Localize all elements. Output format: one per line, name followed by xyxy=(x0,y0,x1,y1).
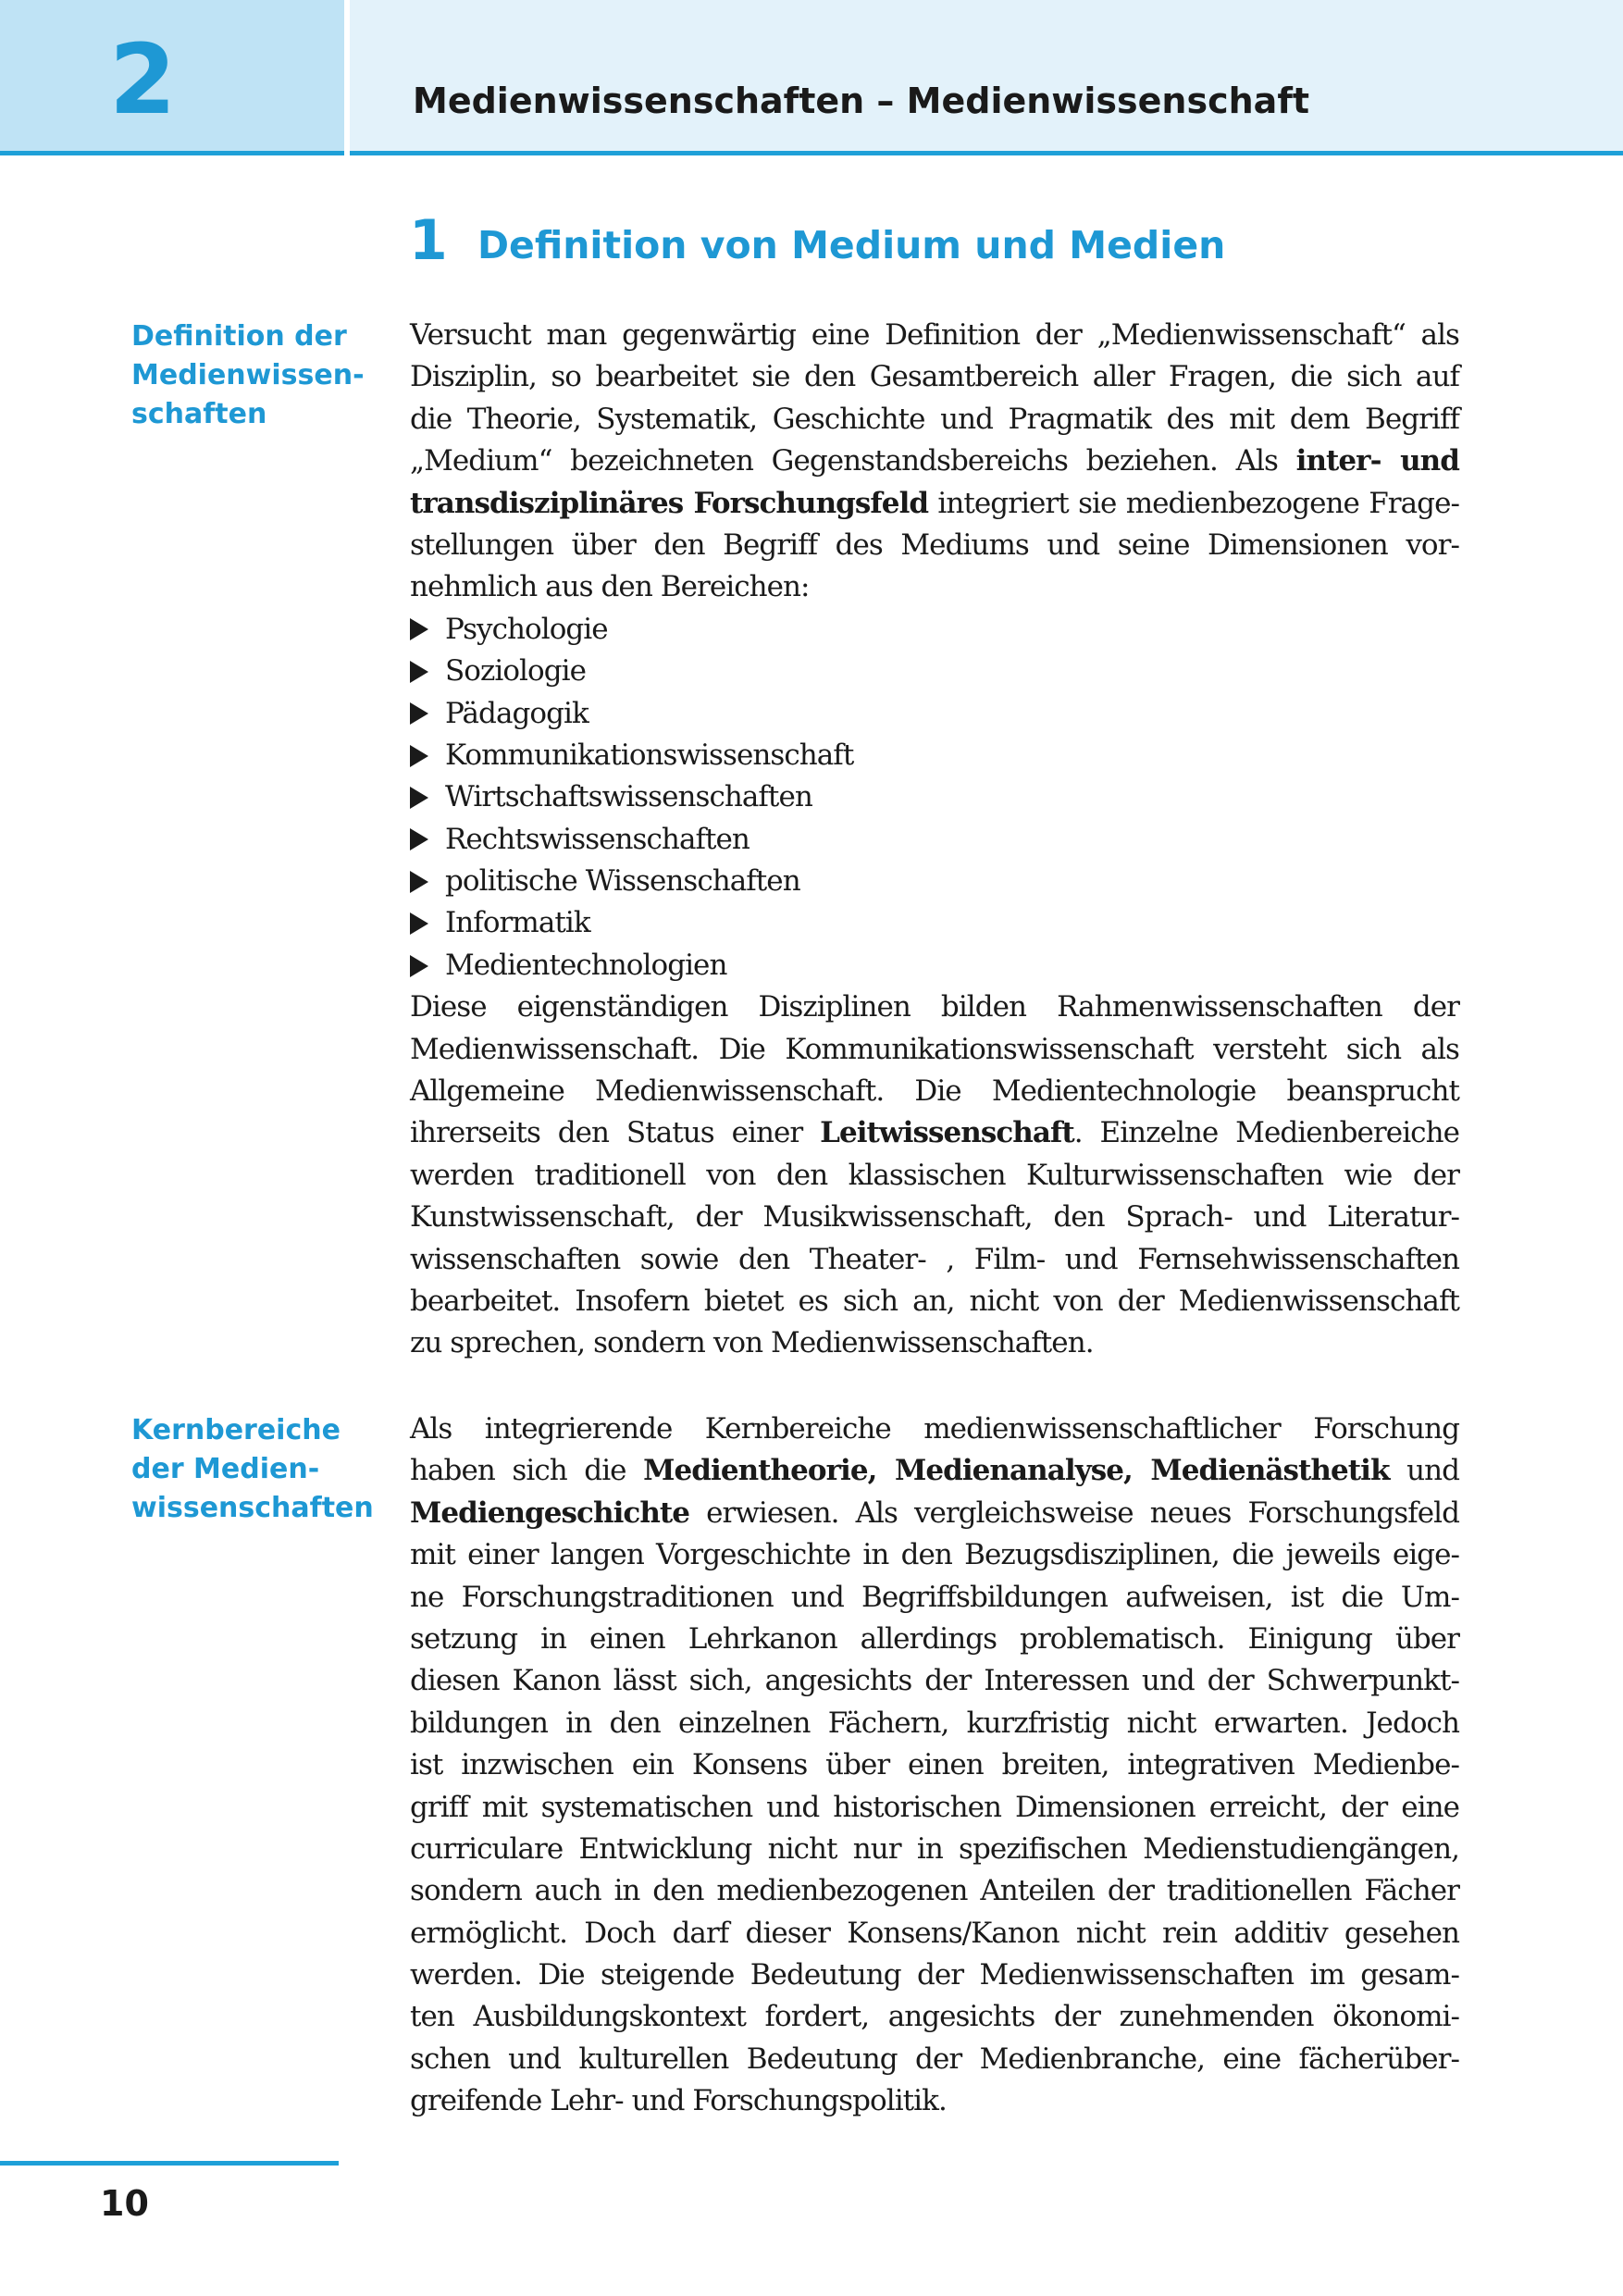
bold-term: transdisziplinäres Forschungsfeld xyxy=(410,486,929,520)
margin-note-line: Medienwissen- xyxy=(131,359,365,391)
text-line: stellungen über den Begriff des Mediums und seine Dimensionen vor- xyxy=(410,527,1459,562)
section-number: 1 xyxy=(409,208,448,273)
bold-term: Mediengeschichte xyxy=(410,1496,690,1530)
text-line: wissenschaften sowie den Theater- , Film- und Fernsehwissenschaften xyxy=(410,1242,1459,1276)
text-line: greifende Lehr- und Forschungspolitik. xyxy=(410,2084,947,2118)
triangle-bullet-icon xyxy=(410,912,428,935)
triangle-bullet-icon xyxy=(410,787,428,809)
triangle-bullet-icon xyxy=(410,955,428,977)
text-line: haben sich die Medientheorie, Medienanalyse, Medienästhetik und xyxy=(410,1454,1459,1488)
list-item: politische Wissenschaften xyxy=(410,861,1459,902)
text-line: bearbeitet. Insofern bietet es sich an, nicht von der Medienwissenschaft xyxy=(410,1284,1459,1318)
margin-note-line: wissenschaften xyxy=(131,1492,374,1524)
text-line: Versucht man gegenwärtig eine Definition der „Medienwissenschaft“ als xyxy=(410,318,1459,352)
section-title: Definition von Medium und Medien xyxy=(477,223,1226,267)
margin-note-line: Definition der xyxy=(131,320,347,353)
text-line: Diese eigenständigen Disziplinen bilden Rahmenwissenschaften der xyxy=(410,990,1459,1024)
text-line: werden traditionell von den klassischen Kulturwissenschaften wie der xyxy=(410,1158,1459,1192)
bold-term: inter- und xyxy=(1295,444,1459,478)
text-line: ermöglicht. Doch darf dieser Konsens/Kanon nicht rein additiv gesehen xyxy=(410,1916,1459,1950)
text-line: „Medium“ bezeichneten Gegenstandsbereichs beziehen. Als inter- und xyxy=(410,444,1459,478)
paragraph-rahmenwissenschaften xyxy=(410,987,1459,1365)
text-line: die Theorie, Systematik, Geschichte und Pragmatik des mit dem Begriff xyxy=(410,402,1459,436)
text-line: ihrerseits den Status einer Leitwissenschaft. Einzelne Medienbereiche xyxy=(410,1116,1459,1150)
text-line: griff mit systematischen und historischen Dimensionen erreicht, der eine xyxy=(410,1790,1459,1824)
text-line: curriculare Entwicklung nicht nur in spezifischen Medienstudiengängen, xyxy=(410,1831,1459,1866)
text-line: Disziplin, so bearbeitet sie den Gesamtbereich aller Fragen, die sich auf xyxy=(410,360,1459,394)
bold-term: Leitwissenschaft xyxy=(820,1116,1074,1150)
triangle-bullet-icon xyxy=(410,745,428,767)
bold-term: Medientheorie, Medienanalyse, Medienästhetik xyxy=(643,1454,1390,1488)
text-line: Allgemeine Medienwissenschaft. Die Medientechnologie beansprucht xyxy=(410,1074,1459,1109)
text-line: ten Ausbildungskontext fordert, angesichts der zunehmenden ökonomi- xyxy=(410,2000,1459,2034)
text-line: Kunstwissenschaft, der Musikwissenschaft, den Sprach- und Literatur- xyxy=(410,1200,1459,1235)
running-title: Medienwissenschaften – Medienwissenschaft xyxy=(413,81,1310,121)
text-line: Mediengeschichte erwiesen. Als vergleichsweise neues Forschungsfeld xyxy=(410,1496,1459,1530)
triangle-bullet-icon xyxy=(410,828,428,850)
margin-note-line: der Medien- xyxy=(131,1453,320,1485)
discipline-list xyxy=(410,609,1459,987)
list-item: Psychologie xyxy=(410,609,1459,651)
text-line: bildungen in den einzelnen Fächern, kurzfristig nicht erwarten. Jedoch xyxy=(410,1706,1459,1740)
paragraph-kernbereiche xyxy=(410,1409,1459,2123)
text-line: Medienwissenschaft. Die Kommunikationswissenschaft versteht sich als xyxy=(410,1032,1459,1066)
text-line: Als integrierende Kernbereiche medienwissenschaftlicher Forschung xyxy=(410,1412,1459,1446)
list-item: Medientechnologien xyxy=(410,945,1459,987)
text-line: zu sprechen, sondern von Medienwissenschaften. xyxy=(410,1326,1094,1360)
triangle-bullet-icon xyxy=(410,618,428,640)
text-line: nehmlich aus den Bereichen: xyxy=(410,570,810,604)
list-item: Wirtschaftswissenschaften xyxy=(410,776,1459,818)
text-line: ist inzwischen ein Konsens über einen breiten, integrativen Medienbe- xyxy=(410,1748,1459,1782)
list-item: Soziologie xyxy=(410,651,1459,692)
page-number: 10 xyxy=(100,2183,149,2224)
text-line: schen und kulturellen Bedeutung der Medienbranche, eine fächerüber- xyxy=(410,2042,1459,2076)
body-column-lower xyxy=(410,1409,1459,2123)
paragraph-intro xyxy=(410,315,1459,609)
margin-note-line: Kernbereiche xyxy=(131,1414,341,1446)
header-band xyxy=(350,0,1623,155)
text-line: sondern auch in den medienbezogenen Anteilen der traditionellen Fächer xyxy=(410,1874,1459,1908)
list-item: Informatik xyxy=(410,902,1459,944)
text-line: setzung in einen Lehrkanon allerdings problematisch. Einigung über xyxy=(410,1621,1459,1656)
text-line: diesen Kanon lässt sich, angesichts der Interessen und der Schwerpunkt- xyxy=(410,1664,1459,1698)
chapter-number: 2 xyxy=(109,23,177,136)
triangle-bullet-icon xyxy=(410,871,428,893)
triangle-bullet-icon xyxy=(410,661,428,683)
triangle-bullet-icon xyxy=(410,702,428,725)
list-item: Kommunikationswissenschaft xyxy=(410,735,1459,776)
body-column-upper xyxy=(410,315,1459,1365)
margin-note-kernbereiche xyxy=(131,1411,374,1528)
text-line: transdisziplinäres Forschungsfeld integriert sie medienbezogene Frage- xyxy=(410,486,1459,520)
text-line: mit einer langen Vorgeschichte in den Bezugsdisziplinen, die jeweils eige- xyxy=(410,1538,1459,1572)
margin-note-line: schaften xyxy=(131,398,267,430)
list-item: Pädagogik xyxy=(410,693,1459,735)
text-line: ne Forschungstraditionen und Begriffsbildungen aufweisen, ist die Um- xyxy=(410,1580,1459,1614)
text-line: werden. Die steigende Bedeutung der Medienwissenschaften im gesam- xyxy=(410,1958,1459,1992)
margin-note-definition xyxy=(131,317,363,434)
list-item: Rechtswissenschaften xyxy=(410,819,1459,861)
footer-rule xyxy=(0,2161,339,2166)
